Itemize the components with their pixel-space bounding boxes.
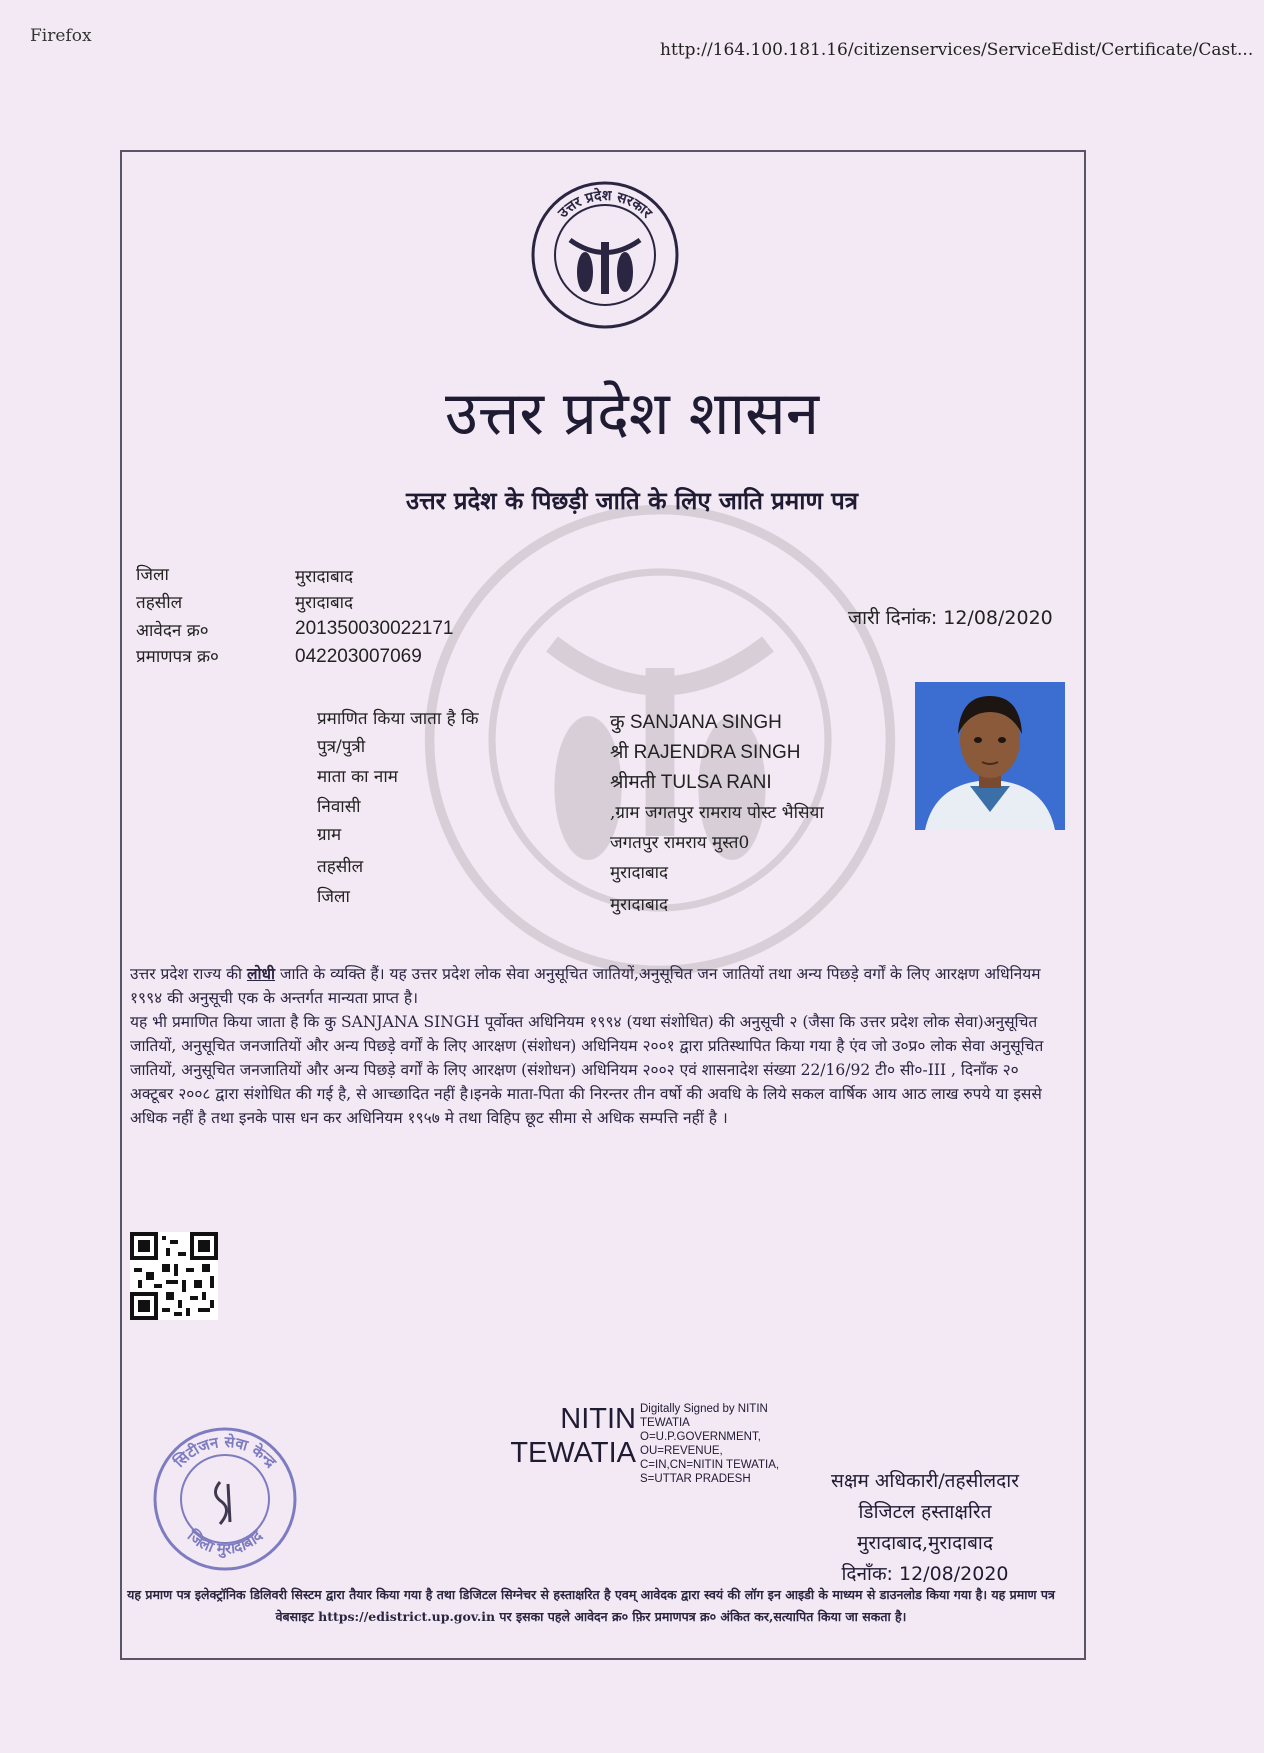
mother-label: माता का नाम (317, 767, 398, 787)
officer-date: दिनाँक: 12/08/2020 (841, 1563, 1009, 1585)
mother-name: श्रीमती TULSA RANI (610, 772, 772, 793)
application-number-value: 201350030022171 (295, 618, 454, 639)
body-text: उत्तर प्रदेश राज्य की (130, 965, 247, 983)
qr-code (130, 1232, 218, 1320)
page-title: उत्तर प्रदेश शासन (444, 379, 820, 449)
village-value: जगतपुर रामराय मुस्त0 (610, 833, 750, 853)
issuing-officer-block (780, 1466, 1070, 1590)
person-tehsil-value: मुरादाबाद (610, 863, 669, 883)
seal-text-top: सिटीजन सेवा केन्द्र (170, 1432, 280, 1471)
signer-name-line2: TEWATIA (510, 1437, 636, 1469)
verification-footer: यह प्रमाण पत्र इलेक्ट्रॉनिक डिलिवरी सिस्टम द्वारा तैयार किया गया है तथा डिजिटल सिग्नेचर से हस्ताक्षरित है एवम् आवेदक द्वारा स्वयं की लॉग इन आइडी के माध्यम से डाउनलोड किया गया है। यह प्रमाण पत्र वेबसाइट https://edistrict.up.gov.in पर इसका पहले आवेदन क्र० फ़िर प्रमाणपत्र क्र० अंकित कर,सत्यापित किया जा सकता है। (127, 1587, 1055, 1624)
officer-place: मुरादाबाद,मुरादाबाद (857, 1532, 993, 1554)
tehsil-label: तहसील (136, 593, 183, 613)
page-subtitle: उत्तर प्रदेश के पिछड़ी जाति के लिए जाति प्रमाण पत्र (405, 486, 859, 515)
application-number-label: आवेदन क्र० (136, 621, 209, 641)
up-government-emblem-icon (530, 180, 680, 330)
resident-value: ,ग्राम जगतपुर रामराय पोस्ट भैसिया (610, 803, 824, 823)
browser-name: Firefox (30, 26, 92, 46)
body-paragraph-1 (130, 962, 1060, 1010)
issue-date: जारी दिनांक: 12/08/2020 (848, 607, 1053, 629)
applicant-photo (915, 682, 1065, 830)
officer-sign-status: डिजिटल हस्ताक्षरित (858, 1501, 992, 1523)
signer-name (496, 1402, 636, 1470)
signer-name-line1: NITIN (560, 1403, 636, 1435)
applicant-name: कु SANJANA SINGH (610, 712, 782, 733)
certificate-number-value: 042203007069 (295, 646, 422, 667)
svg-text:सिटीजन सेवा केन्द्र (170, 1433, 281, 1472)
resident-label: निवासी (317, 797, 361, 817)
tehsil-value: मुरादाबाद (295, 593, 354, 613)
browser-url[interactable]: http://164.100.181.16/citizenservices/ServiceEdist/Certificate/Cast... (660, 40, 1254, 60)
person-district-label: जिला (317, 887, 350, 907)
body-text: जाति के व्यक्ति हैं। यह उत्तर प्रदेश लोक सेवा अनुसूचित जातियों,अनुसूचित जन जातियों तथा अन्य पिछड़े वर्गों के लिए आरक्षण अधिनियम १९९४ की अनुसूची एक के अन्तर्गत मान्यता प्राप्त है। (130, 965, 1041, 1007)
district-value: मुरादाबाद (295, 567, 354, 587)
person-district-value: मुरादाबाद (610, 895, 669, 915)
digital-signature-details: Digitally Signed by NITIN TEWATIA O=U.P.GOVERNMENT, OU=REVENUE, C=IN,CN=NITIN TEWATIA, S=UTTAR PRADESH (640, 1403, 780, 1485)
svg-text:जिला मुरादाबाद (183, 1526, 267, 1559)
officer-title: सक्षम अधिकारी/तहसीलदार (831, 1470, 1019, 1492)
body-paragraph-2: यह भी प्रमाणित किया जाता है कि कु SANJANA SINGH पूर्वोक्त अधिनियम १९९४ (यथा संशोधित) की अनुसूची २ (जैसा कि उत्तर प्रदेश लोक सेवा)अनुसूचित जातियों, अनुसूचित जनजातियों और अन्य पिछड़े वर्गों के लिए आरक्षण (संशोधन) अधिनियम २००१ द्वारा प्रतिस्थापित किया गया है एंव जो उ०प्र० लोक सेवा अनुसूचित जातियों, अनुसूचित जनजातियों और अन्य पिछड़े वर्गों के लिए आरक्षण (संशोधन) अधिनियम २००२ एवं शासनादेश संख्या 22/16/92 टी० सी०-III , दिनाँक २० अक्टूबर २००८ द्वारा संशोधित की गई है, से आच्छादित नहीं है।इनके माता-पिता की निरन्तर तीन वर्षो की अवधि के लिये सकल वार्षिक आय आठ लाख रुपये या इससे अधिक नहीं है तथा इनके पास धन कर अधिनियम १९५७ मे तथा विहिप छूट सीमा से अधिक सम्पत्ति नहीं है । (130, 1013, 1044, 1127)
person-tehsil-label: तहसील (317, 857, 364, 877)
seal-text-bottom: जिला मुरादाबाद (183, 1526, 266, 1558)
certificate-number-label: प्रमाणपत्र क्र० (136, 647, 219, 667)
caste-name: लोधी (246, 964, 276, 983)
village-label: ग्राम (317, 825, 342, 845)
child-of-label: पुत्र/पुत्री (317, 737, 366, 757)
certified-label: प्रमाणित किया जाता है कि (317, 709, 479, 729)
emblem-text: उत्तर प्रदेश सरकार (555, 187, 655, 222)
district-label: जिला (136, 565, 169, 585)
certificate-body (130, 962, 1060, 1130)
father-name: श्री RAJENDRA SINGH (610, 742, 801, 763)
citizen-service-centre-seal (150, 1424, 300, 1574)
